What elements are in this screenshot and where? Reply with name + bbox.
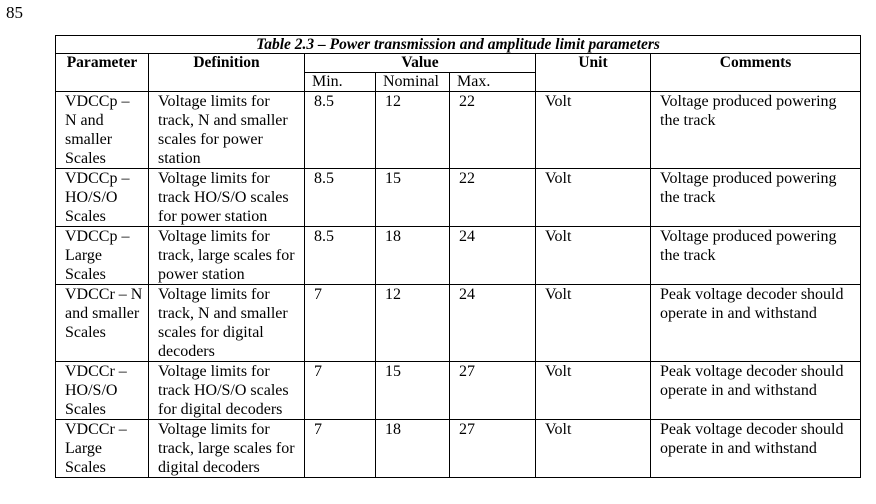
- table-row: [56, 362, 861, 420]
- cell-parameter: VDCCr – HO/S/O Scales: [56, 362, 149, 420]
- cell-min: 8.5: [305, 169, 376, 227]
- cell-unit: Volt: [536, 227, 651, 285]
- cell-min: 8.5: [305, 227, 376, 285]
- cell-nominal: 12: [376, 92, 450, 169]
- cell-comments: Voltage produced powering the track: [651, 92, 861, 169]
- table-row: [56, 420, 861, 478]
- cell-parameter: VDCCp – HO/S/O Scales: [56, 169, 149, 227]
- subheader-max: Max.: [450, 73, 536, 92]
- header-parameter: Parameter: [56, 54, 149, 92]
- cell-parameter: VDCCp – N and smaller Scales: [56, 92, 149, 169]
- parameters-table: [55, 35, 861, 478]
- cell-definition: Voltage limits for track, N and smaller scales for power station: [149, 92, 305, 169]
- cell-max: 27: [450, 362, 536, 420]
- cell-min: 8.5: [305, 92, 376, 169]
- cell-definition: Voltage limits for track, large scales for power station: [149, 227, 305, 285]
- cell-comments: Peak voltage decoder should operate in and withstand: [651, 285, 861, 362]
- table-row: [56, 227, 861, 285]
- cell-unit: Volt: [536, 420, 651, 478]
- cell-min: 7: [305, 285, 376, 362]
- table-title-row: [56, 36, 861, 54]
- cell-definition: Voltage limits for track, N and smaller scales for digital decoders: [149, 285, 305, 362]
- cell-max: 22: [450, 169, 536, 227]
- cell-definition: Voltage limits for track HO/S/O scales for digital decoders: [149, 362, 305, 420]
- header-comments: Comments: [651, 54, 861, 92]
- cell-unit: Volt: [536, 169, 651, 227]
- cell-nominal: 18: [376, 227, 450, 285]
- cell-min: 7: [305, 420, 376, 478]
- table-row: [56, 169, 861, 227]
- subheader-min: Min.: [305, 73, 376, 92]
- cell-min: 7: [305, 362, 376, 420]
- table-row: [56, 92, 861, 169]
- cell-max: 24: [450, 227, 536, 285]
- cell-parameter: VDCCr – Large Scales: [56, 420, 149, 478]
- table-header-row: [56, 54, 861, 73]
- header-value: Value: [305, 54, 536, 73]
- cell-nominal: 15: [376, 169, 450, 227]
- cell-comments: Peak voltage decoder should operate in and withstand: [651, 362, 861, 420]
- table-row: [56, 285, 861, 362]
- subheader-nominal: Nominal: [376, 73, 450, 92]
- cell-definition: Voltage limits for track HO/S/O scales for power station: [149, 169, 305, 227]
- header-definition: Definition: [149, 54, 305, 92]
- cell-max: 24: [450, 285, 536, 362]
- cell-parameter: VDCCp – Large Scales: [56, 227, 149, 285]
- cell-max: 27: [450, 420, 536, 478]
- table-title: Table 2.3 – Power transmission and amplitude limit parameters: [56, 36, 861, 54]
- cell-comments: Peak voltage decoder should operate in and withstand: [651, 420, 861, 478]
- cell-unit: Volt: [536, 285, 651, 362]
- cell-nominal: 12: [376, 285, 450, 362]
- cell-comments: Voltage produced powering the track: [651, 227, 861, 285]
- cell-nominal: 15: [376, 362, 450, 420]
- cell-unit: Volt: [536, 92, 651, 169]
- cell-comments: Voltage produced powering the track: [651, 169, 861, 227]
- cell-parameter: VDCCr – N and smaller Scales: [56, 285, 149, 362]
- cell-max: 22: [450, 92, 536, 169]
- cell-nominal: 18: [376, 420, 450, 478]
- page-number: 85: [6, 3, 23, 22]
- cell-definition: Voltage limits for track, large scales for digital decoders: [149, 420, 305, 478]
- header-unit: Unit: [536, 54, 651, 92]
- cell-unit: Volt: [536, 362, 651, 420]
